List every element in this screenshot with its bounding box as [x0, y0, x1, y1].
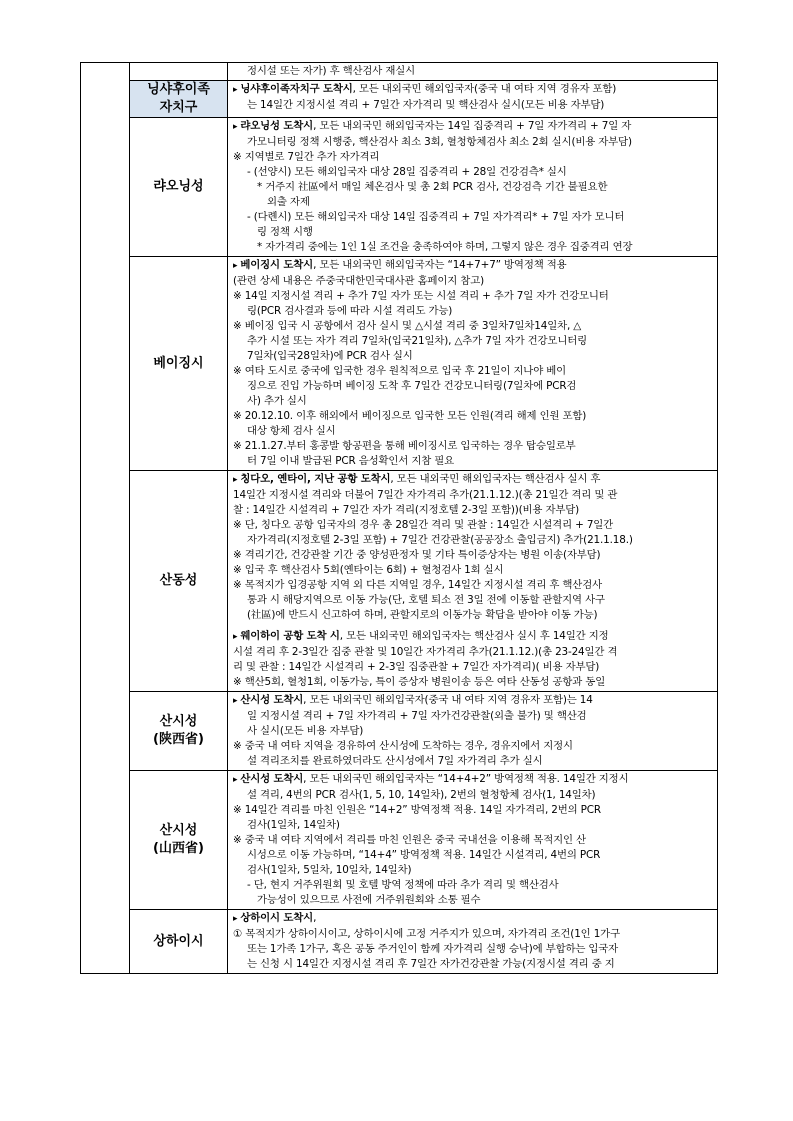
policy-note: ※ 베이징 입국 시 공항에서 검사 실시 및 △시설 격리 중 3일차7일차14일차, △	[233, 320, 582, 332]
policy-line: 검사(1일차, 5일차, 10일차, 14일차)	[247, 864, 412, 876]
region-label: 닝샤후이족	[147, 82, 210, 97]
policy-line: 시성으로 이동 가능하며, “14+4” 방역정책 적용. 14일간 시설격리, 4번의 PCR	[247, 849, 601, 861]
policy-line: ▸ 닝샤후이족자치구 도착시, 모든 내외국민 해외입국자(중국 내 여타 지역 경유자 포함)	[233, 82, 712, 98]
region-name	[130, 471, 228, 692]
policy-line: * 거주지 社區에서 매일 체온검사 및 총 2회 PCR 검사, 건강검측 기간 불필요한	[257, 181, 608, 193]
policy-line: 찰 : 14일간 시설격리 + 7일간 자가 격리(지정호텔 2-3일 포함))(비용 자부담)	[233, 504, 580, 516]
table-row	[81, 771, 718, 910]
policy-cell	[228, 257, 718, 471]
policy-line: 링(PCR 검사결과 등에 따라 시설 격리도 가능)	[247, 305, 453, 317]
policy-line: 터 7일 이내 발급된 PCR 음성확인서 지참 필요	[247, 455, 455, 467]
policy-line: ▸ 웨이하이 공항 도착 시, 모든 내외국민 해외입국자는 핵산검사 실시 후 14일간 지정	[233, 629, 712, 645]
region-label: 베이징시	[153, 355, 204, 371]
table-row	[81, 257, 718, 471]
policy-note: ※ 14일 지정시설 격리 + 추가 7일 자가 또는 시설 격리 + 추가 7일 자가 건강모니터	[233, 290, 609, 302]
policy-line: - (다롄시) 모든 해외입국자 대상 14일 집중격리 + 7일 자가격리* + 7일 자가 모니터	[247, 211, 625, 223]
policy-line: 사 실시(모든 비용 자부담)	[247, 725, 364, 737]
document-page	[80, 62, 718, 974]
policy-line: ▸ 산시성 도착시, 모든 내외국민 해외입국자(중국 내 여타 지역 경유자 포함)는 14	[233, 693, 712, 709]
policy-note: ※ 여타 도시로 중국에 입국한 경우 원칙적으로 입국 후 21일이 지나야 베이	[233, 365, 567, 377]
policy-line: 또는 1가족 1가구, 혹은 공동 주거인이 함께 자가격리 실행 승낙)에 부합하는 입국자	[247, 943, 619, 955]
table-row	[81, 63, 718, 81]
region-cell-empty	[130, 63, 228, 81]
policy-note: ※ 격리기간, 건강관찰 기간 중 양성판정자 및 기타 특이증상자는 병원 이송(자부담)	[233, 549, 601, 561]
region-name	[130, 692, 228, 771]
policy-line: ▸ 랴오닝성 도착시, 모든 내외국민 해외입국자는 14일 집중격리 + 7일 자가격리 + 7일 자	[233, 119, 712, 135]
policy-note: ※ 목적지가 입경공항 지역 외 다른 지역일 경우, 14일간 지정시설 격리 후 핵산검사	[233, 579, 602, 591]
policy-line: 대상 항체 검사 실시	[247, 425, 336, 437]
policy-cell	[228, 771, 718, 910]
continuation-cell	[228, 63, 718, 81]
region-name	[130, 910, 228, 974]
region-name	[130, 81, 228, 118]
region-name	[130, 771, 228, 910]
table-row	[81, 471, 718, 692]
table-row	[81, 81, 718, 118]
policy-line: 시설 격리 후 2-3일간 집중 관찰 및 10일간 자가격리 추가(21.1.12.)(총 23-24일간 격	[233, 646, 618, 658]
policy-line: ▸ 산시성 도착시, 모든 내외국민 해외입국자는 “14+4+2” 방역정책 적용. 14일간 지정시	[233, 772, 712, 788]
region-label: 산동성	[159, 573, 198, 588]
region-label-sub: (陕西省)	[153, 732, 204, 747]
policy-line: 자가격리(지정호텔 2-3일 포함) + 7일간 건강관찰(공공장소 출입금지) 추가(21.1.18.)	[247, 534, 633, 546]
region-label-sub: 자치구	[159, 100, 198, 115]
policy-line: 는 신청 시 14일간 지정시설 격리 후 7일간 자가건강관찰 가능(지정시설 격리 중 지	[247, 958, 615, 970]
region-name	[130, 257, 228, 471]
region-label: 상하이시	[153, 933, 204, 949]
policy-cell	[228, 118, 718, 257]
policy-note: ※ 중국 내 여타 지역을 경유하여 산시성에 도착하는 경우, 경유지에서 지정시	[233, 740, 573, 752]
policy-line: 추가 시설 또는 자가 격리 7일차(입국21일차), △추가 7일 자가 건강모니터링	[247, 335, 587, 347]
policy-line: 가능성이 있으므로 사전에 거주위원회와 소통 필수	[257, 894, 481, 906]
policy-line: 가모니터링 정책 시행중, 핵산검사 최소 3회, 혈청항체검사 최소 2회 실시(비용 자부담)	[247, 136, 632, 148]
policy-line: 일 지정시설 격리 + 7일 자가격리 + 7일 자가건강관찰(외출 불가) 및 핵산검	[247, 710, 587, 722]
policy-line: 7일차(입국28일차)에 PCR 검사 실시	[247, 350, 413, 362]
policy-line: 14일간 지정시설 격리와 더불어 7일간 자가격리 추가(21.1.12.)(총 21일간 격리 및 관	[233, 489, 618, 501]
policy-line: (社區)에 반드시 신고하여 하며, 관할지로의 이동가능 확답을 받아야 이동 가능)	[247, 609, 598, 621]
table-row	[81, 910, 718, 974]
policy-note: ※ 21.1.27.부터 홍콩발 항공편을 통해 베이징시로 입국하는 경우 탑승일로부	[233, 440, 576, 452]
region-label-sub: (山西省)	[153, 841, 204, 856]
policy-note: ※ 핵산5회, 혈청1회, 이동가능, 특이 증상자 병원이송 등은 여타 산동성 공항과 동일	[233, 676, 606, 688]
policy-line: ▸ 상하이시 도착시,	[233, 911, 712, 927]
table-row	[81, 118, 718, 257]
region-label: 산시성	[159, 714, 198, 729]
policy-note: ※ 20.12.10. 이후 해외에서 베이징으로 입국한 모든 인원(격리 해제 인원 포함)	[233, 410, 587, 422]
policy-line: 설 격리조치를 완료하였더라도 산시성에서 7일 자가격리 추가 실시	[247, 755, 543, 767]
policy-note: ※ 지역별로 7일간 추가 자가격리	[233, 151, 380, 163]
regional-quarantine-table	[80, 62, 718, 974]
policy-line: 링 정책 시행	[257, 226, 313, 238]
policy-note: ※ 입국 후 핵산검사 5회(옌타이는 6회) + 혈청검사 1회 실시	[233, 564, 504, 576]
region-label: 산시성	[159, 823, 198, 838]
policy-line: (관련 상세 내용은 주중국대한민국대사관 홈페이지 참고)	[233, 275, 484, 287]
policy-cell	[228, 692, 718, 771]
policy-line: ① 목적지가 상하이시이고, 상하이시에 고정 거주지가 있으며, 자가격리 조건(1인 1가구	[233, 928, 620, 940]
policy-cell	[228, 910, 718, 974]
policy-line: 사) 추가 실시	[247, 395, 307, 407]
policy-line: * 자가격리 중에는 1인 1실 조건을 충족하여야 하며, 그렇지 않은 경우 집중격리 연장	[257, 241, 633, 253]
left-gutter-column	[81, 63, 130, 974]
table-row	[81, 692, 718, 771]
policy-line: 는 14일간 지정시설 격리 + 7일간 자가격리 및 핵산검사 실시(모든 비용 자부담)	[247, 99, 605, 111]
policy-line: 검사(1일차, 14일차)	[247, 819, 340, 831]
region-label: 랴오닝성	[153, 179, 204, 194]
policy-line: ▸ 칭다오, 옌타이, 지난 공항 도착시, 모든 내외국민 해외입국자는 핵산검사 실시 후	[233, 472, 712, 488]
policy-line: 통과 시 해당지역으로 이동 가능(단, 호텔 퇴소 전 3일 전에 이동할 관할지역 사구	[247, 594, 605, 606]
policy-line: - 단, 현지 거주위원회 및 호텔 방역 정책에 따라 추가 격리 및 핵산검사	[247, 879, 559, 891]
policy-line: 외출 자제	[267, 196, 310, 208]
policy-line: 징으로 진입 가능하며 베이징 도착 후 7일간 건강모니터링(7일차에 PCR검	[247, 380, 577, 392]
policy-note: ※ 중국 내 여타 지역에서 격리를 마친 인원은 중국 국내선을 이용해 목적지인 산	[233, 834, 586, 846]
policy-line: ▸ 베이징시 도착시, 모든 내외국민 해외입국자는 “14+7+7” 방역정책 적용	[233, 258, 712, 274]
policy-cell	[228, 471, 718, 692]
policy-note: ※ 단, 칭다오 공항 입국자의 경우 총 28일간 격리 및 관찰 : 14일간 시설격리 + 7일간	[233, 519, 614, 531]
policy-line: 설 격리, 4번의 PCR 검사(1, 5, 10, 14일차), 2번의 혈청항체 검사(1, 14일차)	[247, 789, 596, 801]
region-name	[130, 118, 228, 257]
policy-line: - (선양시) 모든 해외입국자 대상 28일 집중격리 + 28일 건강검측* 실시	[247, 166, 567, 178]
policy-cell	[228, 81, 718, 118]
policy-note: ※ 14일간 격리를 마친 인원은 “14+2” 방역정책 적용. 14일 자가격리, 2번의 PCR	[233, 804, 601, 816]
continuation-text: 정시설 또는 자가) 후 핵산검사 재실시	[247, 65, 415, 77]
policy-line: 리 및 관찰 : 14일간 시설격리 + 2-3일 집중관찰 + 7일간 자가격리)( 비용 자부담)	[233, 661, 600, 673]
